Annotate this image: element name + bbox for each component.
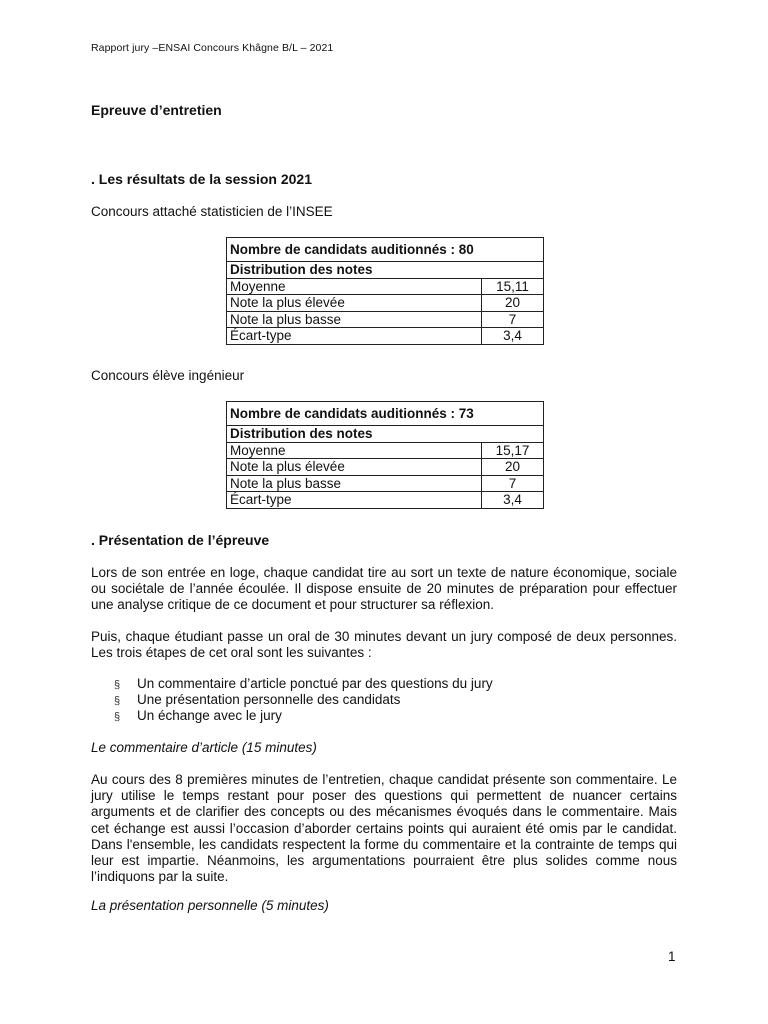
list-item: § Un commentaire d’article ponctué par des questions du jury	[114, 676, 493, 692]
row-value: 20	[482, 459, 544, 476]
table-row	[227, 442, 544, 459]
row-value: 7	[482, 475, 544, 492]
table-row	[227, 459, 544, 476]
subheading-presentation: La présentation personnelle (5 minutes)	[91, 898, 329, 913]
table-row	[227, 295, 544, 312]
page-title: Epreuve d’entretien	[91, 102, 222, 118]
row-label: Moyenne	[227, 278, 482, 295]
bullet-icon: §	[114, 695, 121, 708]
table-row	[227, 278, 544, 295]
section-results-title: . Les résultats de la session 2021	[91, 171, 313, 187]
table-header: Nombre de candidats auditionnés : 80	[227, 238, 544, 262]
row-label: Note la plus basse	[227, 311, 482, 328]
list-item: § Une présentation personnelle des candidats	[114, 692, 493, 708]
row-label: Note la plus élevée	[227, 295, 482, 312]
contest2-stats-table	[226, 401, 544, 509]
page-number: 1	[668, 949, 676, 964]
contest1-label: Concours attaché statisticien de l’INSEE	[91, 204, 333, 219]
list-item: § Un échange avec le jury	[114, 708, 493, 724]
running-header: Rapport jury –ENSAI Concours Khâgne B/L – 2021	[91, 42, 334, 54]
stages-list	[114, 676, 493, 725]
distribution-label: Distribution des notes	[227, 426, 544, 443]
row-label: Note la plus basse	[227, 475, 482, 492]
row-value: 15,11	[482, 278, 544, 295]
table-row	[227, 492, 544, 509]
paragraph-oral: Puis, chaque étudiant passe un oral de 30 minutes devant un jury composé de deux personnes. Les trois étapes de cet oral sont les suivantes :	[91, 629, 677, 661]
paragraph-commentaire: Au cours des 8 premières minutes de l’entretien, chaque candidat présente son commentaire. Le jury utilise le temps restant pour poser des questions qui permettent de nuancer certains arguments et de clarifier des concepts ou des mécanismes évoqués dans le commentaire. Mais cet échange est aussi l’occasion d’aborder certains points qui auraient été omis par le candidat. Dans l'ensemble, les candidats respectent la forme du commentaire et la contrainte de temps qui leur est impartie. Néanmoins, les argumentations pourraient être plus solides comme nous l’indiquons par la suite.	[91, 772, 677, 885]
row-label: Écart-type	[227, 492, 482, 509]
row-value: 15,17	[482, 442, 544, 459]
row-value: 3,4	[482, 492, 544, 509]
table-header: Nombre de candidats auditionnés : 73	[227, 402, 544, 426]
table-row	[227, 328, 544, 345]
bullet-icon: §	[114, 679, 121, 691]
row-value: 7	[482, 311, 544, 328]
subheading-commentaire: Le commentaire d’article (15 minutes)	[91, 740, 317, 755]
row-label: Écart-type	[227, 328, 482, 345]
distribution-label: Distribution des notes	[227, 262, 544, 279]
section-presentation-title: . Présentation de l’épreuve	[91, 532, 270, 548]
row-label: Moyenne	[227, 442, 482, 459]
table-row	[227, 475, 544, 492]
paragraph-intro: Lors de son entrée en loge, chaque candidat tire au sort un texte de nature économique, sociale ou sociétale de l’année écoulée. Il dispose ensuite de 20 minutes de préparation pour effectuer une analyse critique de ce document et pour structurer sa réflexion.	[91, 565, 677, 613]
row-value: 20	[482, 295, 544, 312]
contest1-stats-table	[226, 237, 544, 345]
contest2-label: Concours élève ingénieur	[91, 368, 245, 383]
bullet-icon: §	[114, 711, 121, 724]
row-value: 3,4	[482, 328, 544, 345]
table-row	[227, 311, 544, 328]
row-label: Note la plus élevée	[227, 459, 482, 476]
